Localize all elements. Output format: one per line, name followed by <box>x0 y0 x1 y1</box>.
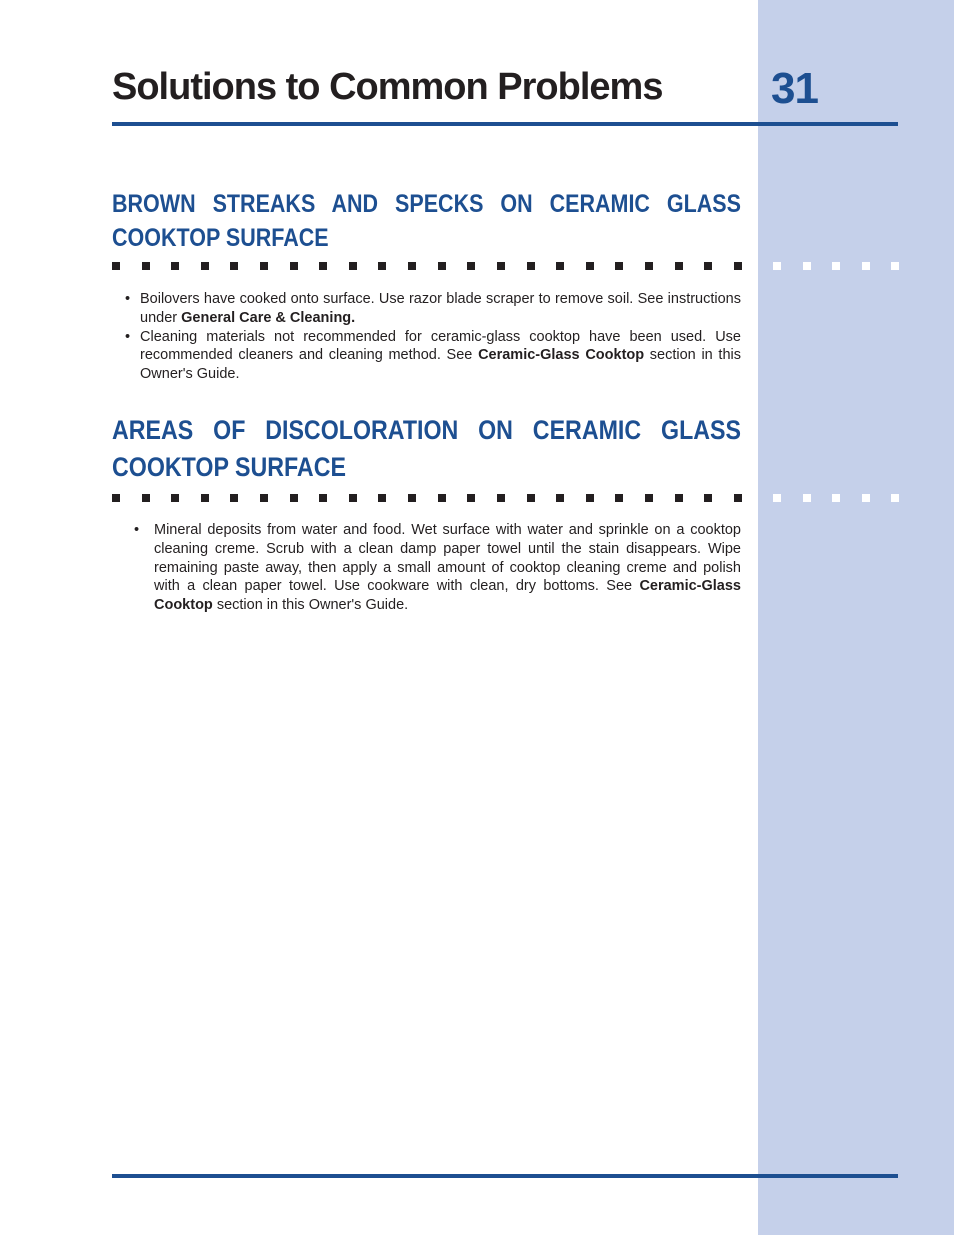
section-divider-dots <box>112 494 742 502</box>
divider-dot <box>230 262 238 270</box>
list-item-bold-ref: Ceramic-Glass Cooktop <box>154 578 741 614</box>
divider-dot <box>497 262 505 270</box>
divider-dot <box>142 262 150 270</box>
divider-dot <box>586 262 594 270</box>
list-item-bold-ref: General Care & Cleaning. <box>181 309 356 326</box>
divider-dot <box>171 494 179 502</box>
divider-dot <box>773 262 781 270</box>
list-item-tail: section in this Owner's Guide. <box>140 347 741 383</box>
divider-dot <box>704 262 712 270</box>
page-title: Solutions to Common Problems <box>112 66 663 108</box>
divider-dot <box>527 494 535 502</box>
divider-dot <box>290 494 298 502</box>
divider-dot <box>378 262 386 270</box>
divider-dot <box>556 494 564 502</box>
divider-dot <box>862 494 870 502</box>
divider-dot <box>645 262 653 270</box>
side-divider-dots <box>773 262 899 270</box>
divider-dot <box>832 494 840 502</box>
divider-dot <box>615 262 623 270</box>
divider-dot <box>467 494 475 502</box>
bullet-list-discoloration <box>134 521 741 615</box>
divider-dot <box>438 262 446 270</box>
divider-dot <box>201 262 209 270</box>
divider-dot <box>112 262 120 270</box>
divider-dot <box>556 262 564 270</box>
side-band <box>758 0 954 1235</box>
divider-dot <box>467 262 475 270</box>
page-number: 31 <box>771 64 818 113</box>
divider-dot <box>290 262 298 270</box>
list-item <box>125 290 741 328</box>
divider-dot <box>586 494 594 502</box>
divider-dot <box>438 494 446 502</box>
divider-dot <box>704 494 712 502</box>
list-item <box>134 521 741 615</box>
divider-dot <box>171 262 179 270</box>
divider-dot <box>319 262 327 270</box>
side-divider-dots <box>773 494 899 502</box>
divider-dot <box>773 494 781 502</box>
list-item-text: Boilovers have cooked onto surface. Use razor blade scraper to remove soil. See instructions under <box>140 291 741 326</box>
divider-dot <box>527 262 535 270</box>
divider-dot <box>645 494 653 502</box>
list-item <box>125 328 741 384</box>
list-item-bold-ref: Ceramic-Glass Cooktop <box>478 347 645 364</box>
divider-dot <box>319 494 327 502</box>
divider-dot <box>230 494 238 502</box>
divider-dot <box>734 494 742 502</box>
divider-dot <box>349 494 357 502</box>
bullet-list-brown-streaks <box>125 290 741 384</box>
divider-dot <box>803 262 811 270</box>
divider-dot <box>112 494 120 502</box>
section-divider-dots <box>112 262 742 270</box>
divider-dot <box>497 494 505 502</box>
divider-dot <box>408 262 416 270</box>
divider-dot <box>260 494 268 502</box>
divider-dot <box>201 494 209 502</box>
divider-dot <box>260 262 268 270</box>
bullet-marker: • <box>125 291 131 307</box>
divider-dot <box>832 262 840 270</box>
divider-dot <box>142 494 150 502</box>
divider-dot <box>891 262 899 270</box>
divider-dot <box>349 262 357 270</box>
section-heading-discoloration: AREAS OF DISCOLORATION ON CERAMIC GLASS COOKTOP SURFACE <box>112 415 741 482</box>
section-heading-brown-streaks: BROWN STREAKS AND SPECKS ON CERAMIC GLASS COOKTOP SURFACE <box>112 190 741 252</box>
divider-dot <box>803 494 811 502</box>
divider-dot <box>378 494 386 502</box>
divider-dot <box>615 494 623 502</box>
list-item-tail: section in this Owner's Guide. <box>212 597 409 614</box>
divider-dot <box>408 494 416 502</box>
header-rule <box>112 122 898 126</box>
bullet-marker: • <box>134 522 140 538</box>
divider-dot <box>675 262 683 270</box>
list-item-text: Cleaning materials not recommended for ceramic-glass cooktop have been used. Use recommended cleaners and cleaning method. See <box>140 328 741 364</box>
bullet-marker: • <box>125 328 131 345</box>
footer-rule <box>112 1174 898 1178</box>
divider-dot <box>734 262 742 270</box>
divider-dot <box>675 494 683 502</box>
list-item-text: Mineral deposits from water and food. Wet surface with water and sprinkle on a cooktop cleaning creme. Scrub with a clean damp paper towel until the stain disappears. Wipe remaining paste away, then apply a small amount of cooktop cleaning creme and polish with a clean paper towel. Use cookware with clean, dry bottoms. See <box>154 522 741 595</box>
divider-dot <box>862 262 870 270</box>
divider-dot <box>891 494 899 502</box>
